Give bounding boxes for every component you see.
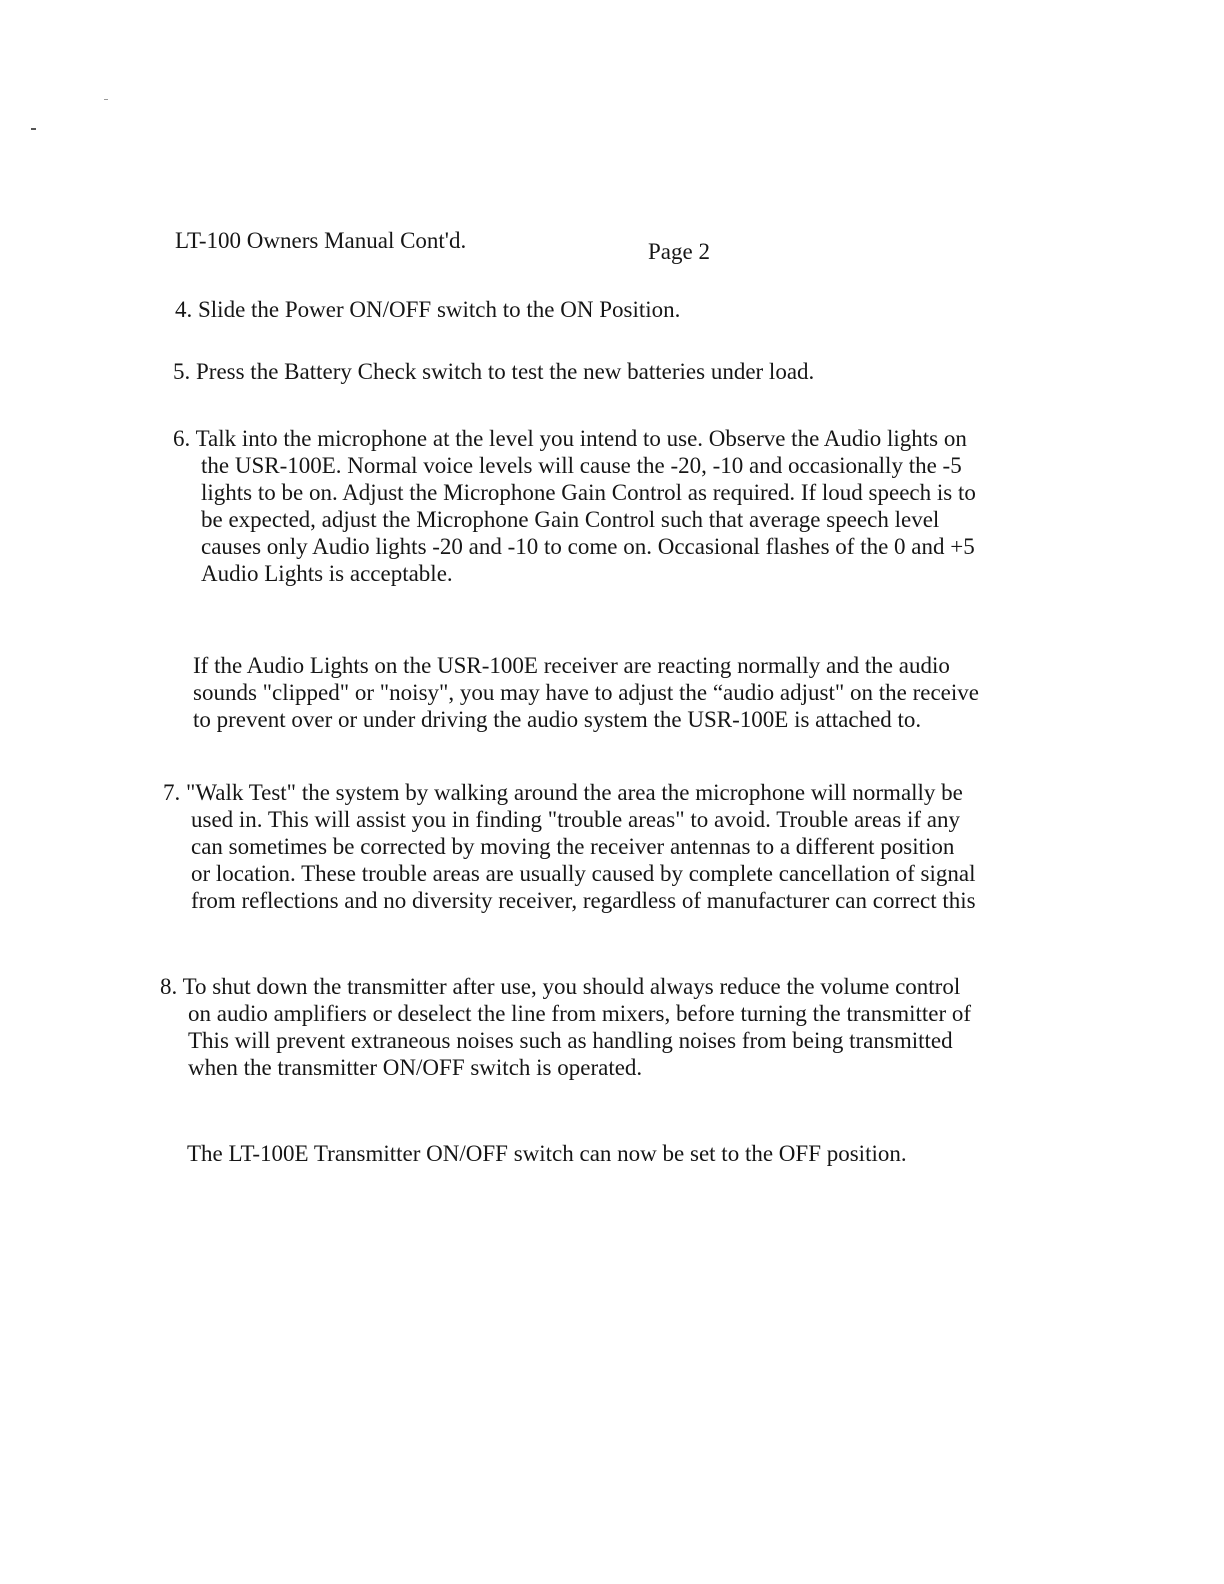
text-line: when the transmitter ON/OFF switch is operated. <box>188 1055 643 1080</box>
text-line: from reflections and no diversity receiver, regardless of manufacturer can correct this <box>191 888 976 913</box>
step-7 <box>163 779 976 914</box>
text-line: or location. These trouble areas are usually caused by complete cancellation of signal <box>191 861 976 886</box>
header-title: LT-100 Owners Manual Cont'd. <box>175 228 467 253</box>
scan-speck <box>104 99 108 100</box>
text-line: the USR-100E. Normal voice levels will cause the -20, -10 and occasionally the -5 <box>201 453 962 478</box>
text-line: The LT-100E Transmitter ON/OFF switch can now be set to the OFF position. <box>187 1141 907 1166</box>
text-line: be expected, adjust the Microphone Gain Control such that average speech level <box>201 507 940 532</box>
step-5 <box>173 358 814 385</box>
text-line: can sometimes be corrected by moving the receiver antennas to a different position <box>191 834 955 859</box>
closing-note <box>187 1140 907 1167</box>
text-line: 4. Slide the Power ON/OFF switch to the ON Position. <box>175 297 681 322</box>
text-line: causes only Audio lights -20 and -10 to come on. Occasional flashes of the 0 and +5 <box>201 534 975 559</box>
text-line: 8. To shut down the transmitter after use, you should always reduce the volume control <box>160 974 961 999</box>
text-line: sounds "clipped" or "noisy", you may have to adjust the “audio adjust" on the receive <box>193 680 979 705</box>
text-line: 6. Talk into the microphone at the level you intend to use. Observe the Audio lights on <box>173 426 967 451</box>
text-line: on audio amplifiers or deselect the line from mixers, before turning the transmitter of <box>188 1001 972 1026</box>
text-line: 5. Press the Battery Check switch to test the new batteries under load. <box>173 359 815 384</box>
scan-speck <box>31 128 36 130</box>
step-6-note <box>193 652 979 733</box>
page-number: Page 2 <box>648 239 710 264</box>
text-line: lights to be on. Adjust the Microphone Gain Control as required. If loud speech is to <box>201 480 976 505</box>
text-line: used in. This will assist you in finding "trouble areas" to avoid. Trouble areas if any <box>191 807 960 832</box>
text-line: to prevent over or under driving the audio system the USR-100E is attached to. <box>193 707 922 732</box>
step-4 <box>175 296 680 323</box>
text-line: If the Audio Lights on the USR-100E receiver are reacting normally and the audio <box>193 653 950 678</box>
text-line: This will prevent extraneous noises such as handling noises from being transmitted <box>188 1028 953 1053</box>
text-line: Audio Lights is acceptable. <box>201 561 453 586</box>
step-8 <box>160 973 971 1081</box>
step-6 <box>173 425 976 587</box>
text-line: 7. "Walk Test" the system by walking around the area the microphone will normally be <box>163 780 963 805</box>
